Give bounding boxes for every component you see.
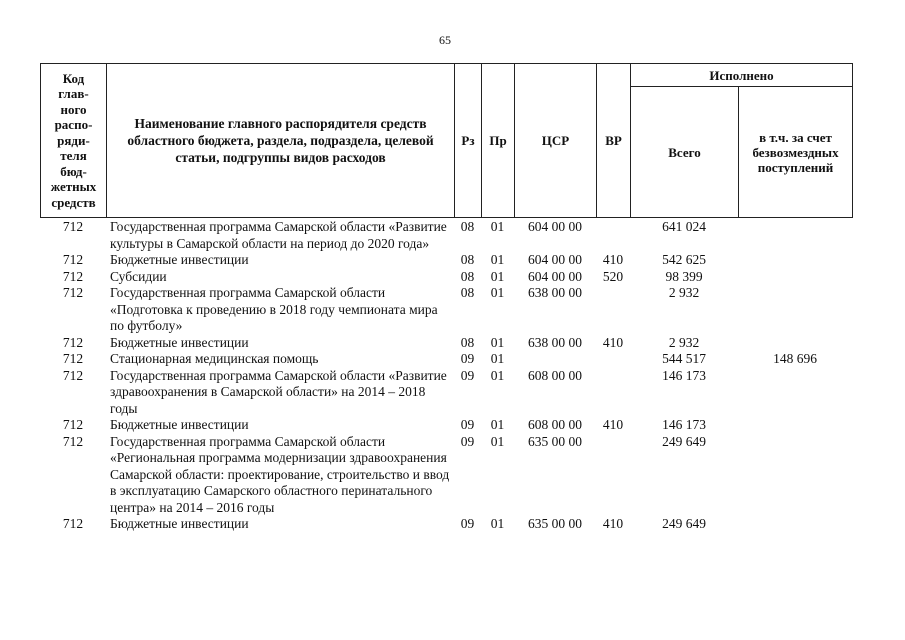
cell-code: 712 — [62, 433, 84, 449]
header-code-line: теля — [60, 148, 87, 164]
header-code — [41, 64, 107, 218]
cell-vr: 410 — [602, 516, 624, 531]
cell-free — [738, 252, 852, 269]
table-row — [40, 351, 852, 368]
cell-vr — [596, 285, 630, 335]
cell-free — [738, 269, 852, 286]
cell-code: 712 — [62, 516, 84, 531]
cell-csr: 638 00 00 — [528, 334, 582, 350]
cell-rz: 09 — [460, 367, 475, 383]
cell-pr: 01 — [490, 351, 505, 366]
cell-total: 544 517 — [662, 351, 706, 366]
cell-name: Субсидии — [110, 268, 167, 284]
cell-csr: 604 00 00 — [528, 252, 582, 267]
table-row — [40, 434, 852, 517]
cell-free: 148 696 — [773, 351, 817, 366]
cell-name: Государственная программа Самарской области «Развитие здравоохранения в Самарской области» на 2014 – 2018 годы — [110, 367, 447, 416]
cell-csr: 604 00 00 — [528, 268, 582, 284]
cell-total: 2 932 — [668, 334, 700, 350]
cell-rz: 08 — [460, 219, 475, 234]
table-header — [40, 63, 853, 218]
table-row — [40, 269, 852, 286]
cell-vr: 410 — [602, 334, 624, 350]
header-code-line: средств — [51, 194, 96, 210]
cell-total: 2 932 — [668, 285, 700, 300]
cell-pr: 01 — [490, 516, 505, 531]
cell-name: Бюджетные инвестиции — [110, 417, 249, 432]
cell-pr: 01 — [490, 367, 505, 383]
table-row — [40, 368, 852, 418]
header-vr: ВР — [597, 64, 631, 218]
cell-code: 712 — [62, 252, 84, 267]
cell-vr — [596, 434, 630, 517]
cell-pr: 01 — [490, 285, 505, 300]
cell-pr: 01 — [490, 219, 505, 234]
cell-vr: 520 — [602, 268, 624, 284]
header-code-line: Код — [62, 70, 85, 86]
cell-code: 712 — [62, 367, 84, 383]
cell-code: 712 — [62, 351, 84, 366]
cell-code: 712 — [62, 334, 84, 350]
header-pr: Пр — [482, 64, 515, 218]
cell-vr: 410 — [602, 417, 624, 432]
header-rz: Рз — [455, 64, 482, 218]
cell-name: Государственная программа Самарской области «Региональная программа модернизации здравоохранения Самарской области: проектирование, строительство и ввод в эксплуатацию Самарского областного перинатального центра» на 2014 – 2016 годы — [110, 433, 450, 515]
header-total: Всего — [631, 87, 739, 218]
cell-name: Бюджетные инвестиции — [110, 252, 249, 267]
cell-vr: 410 — [602, 252, 624, 267]
cell-rz: 09 — [460, 433, 475, 449]
cell-rz: 09 — [460, 351, 475, 366]
cell-csr: 608 00 00 — [528, 367, 582, 383]
cell-rz: 08 — [460, 252, 475, 267]
cell-total: 542 625 — [662, 252, 706, 267]
table-row — [40, 335, 852, 352]
cell-code: 712 — [62, 268, 84, 284]
cell-total: 146 173 — [662, 367, 706, 383]
cell-free — [738, 417, 852, 434]
cell-rz: 08 — [460, 268, 475, 284]
header-code-line: ряди- — [57, 132, 90, 148]
header-free: в т.ч. за счет безвозмездных поступлений — [739, 87, 853, 218]
header-executed: Исполнено — [631, 64, 853, 87]
cell-pr: 01 — [490, 252, 505, 267]
cell-code: 712 — [62, 285, 84, 300]
table-row — [40, 516, 852, 533]
header-code-line: жетных — [50, 179, 97, 195]
cell-rz: 09 — [460, 417, 475, 432]
cell-total: 641 024 — [662, 219, 706, 234]
cell-free — [738, 368, 852, 418]
cell-code: 712 — [62, 417, 84, 432]
cell-total: 249 649 — [662, 516, 706, 531]
cell-total: 249 649 — [662, 433, 706, 449]
cell-rz: 09 — [460, 516, 475, 531]
table-row — [40, 219, 852, 252]
cell-csr — [514, 351, 596, 368]
cell-free — [738, 285, 852, 335]
cell-free — [738, 434, 852, 517]
cell-vr — [596, 351, 630, 368]
cell-pr: 01 — [490, 268, 505, 284]
cell-name: Стационарная медицинская помощь — [110, 351, 319, 366]
cell-total: 98 399 — [665, 268, 703, 284]
cell-name: Государственная программа Самарской области «Подготовка к проведению в 2018 году чемпионата мира по футболу» — [110, 285, 438, 333]
header-code-line: ного — [60, 101, 87, 117]
cell-name: Бюджетные инвестиции — [110, 516, 249, 531]
page-number: 65 — [439, 33, 451, 47]
cell-pr: 01 — [490, 334, 505, 350]
header-csr: ЦСР — [515, 64, 597, 218]
cell-name: Государственная программа Самарской области «Развитие культуры в Самарской области на период до 2020 года» — [110, 219, 447, 251]
cell-csr: 604 00 00 — [528, 219, 582, 234]
table-row — [40, 417, 852, 434]
cell-pr: 01 — [490, 417, 505, 432]
table-row — [40, 252, 852, 269]
cell-free — [738, 335, 852, 352]
cell-csr: 635 00 00 — [528, 516, 582, 531]
cell-csr: 638 00 00 — [528, 285, 582, 300]
cell-free — [738, 516, 852, 533]
cell-total: 146 173 — [662, 417, 706, 432]
data-table — [40, 219, 852, 533]
cell-rz: 08 — [460, 334, 475, 350]
cell-csr: 635 00 00 — [528, 433, 582, 449]
header-code-line: глав- — [58, 86, 89, 102]
cell-csr: 608 00 00 — [528, 417, 582, 432]
table-row — [40, 285, 852, 335]
cell-code: 712 — [62, 219, 84, 234]
cell-name: Бюджетные инвестиции — [110, 334, 249, 350]
header-code-line: распо- — [54, 117, 93, 133]
cell-rz: 08 — [460, 285, 475, 300]
header-name: Наименование главного распорядителя средств областного бюджета, раздела, подраздела, целевой статьи, подгруппы видов расходов — [107, 64, 455, 218]
cell-free — [738, 219, 852, 252]
cell-vr — [596, 219, 630, 252]
cell-pr: 01 — [490, 433, 505, 449]
header-code-line: бюд- — [60, 163, 87, 179]
cell-vr — [596, 368, 630, 418]
